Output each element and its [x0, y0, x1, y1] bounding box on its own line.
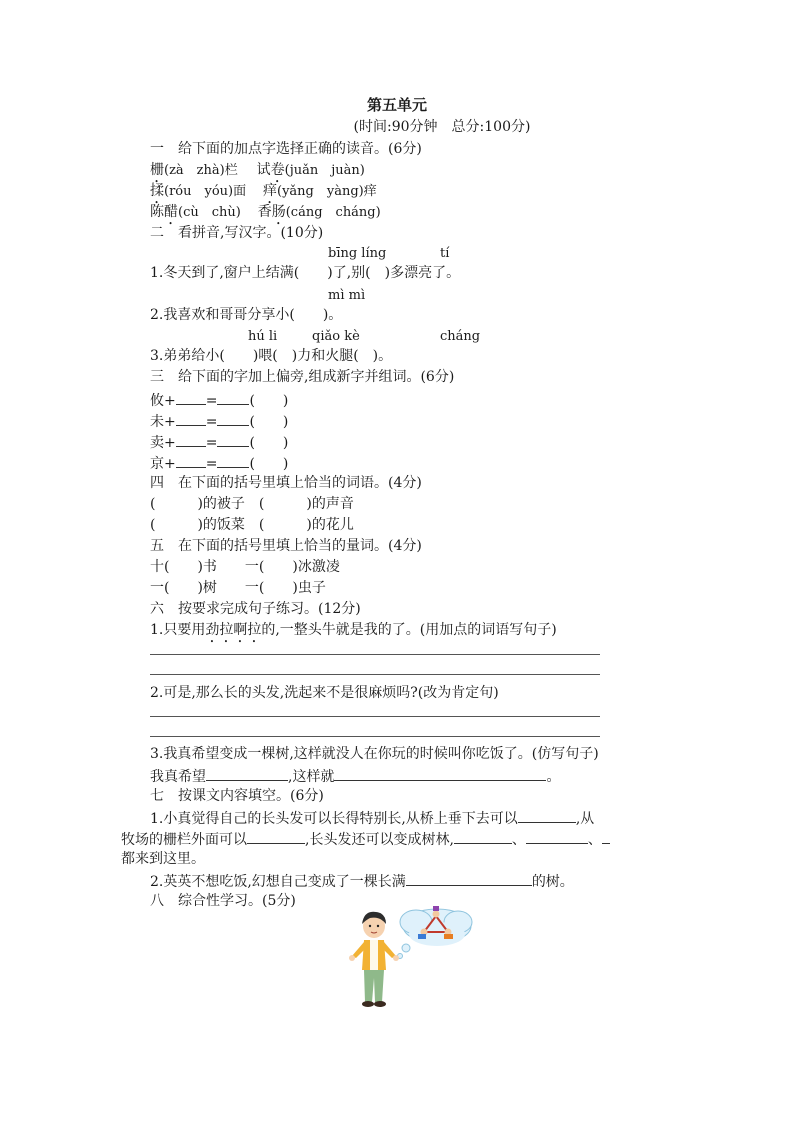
dotted-char: 揉 — [150, 183, 164, 199]
dotted-char: 肠 — [271, 204, 286, 220]
section-6-heading: 六 按要求完成句子练习。(12分) — [150, 601, 361, 617]
pinyin-hu-li: hú li — [248, 329, 278, 344]
s5-line-1: 十( )书 一( )冰激凌 — [150, 559, 340, 575]
blank[interactable] — [217, 411, 249, 426]
section-2-heading: 二 看拼音,写汉字。(10分) — [150, 225, 324, 241]
s6-imitation-line: 我真希望 ,这样就 。 — [150, 766, 560, 786]
s1-row-3: 陈醋(cù chù) 香肠(cáng cháng) — [150, 204, 381, 220]
blank[interactable] — [176, 390, 206, 405]
blank[interactable] — [176, 453, 206, 468]
s3-item-2: 未+ = ( ) — [150, 411, 288, 431]
blank[interactable] — [217, 453, 249, 468]
s6-question-1: 1.只要用劲拉啊拉的,一整头牛就是我的了。(用加点的词语写句子) — [150, 622, 557, 638]
blank[interactable] — [454, 829, 512, 844]
thought-bubble-icon — [398, 906, 473, 959]
s6-question-3: 3.我真希望变成一棵树,这样就没人在你玩的时候叫你吃饭了。(仿写句子) — [150, 746, 599, 762]
pinyin-mi-mi: mì mì — [328, 288, 366, 303]
boy-daydream-illustration — [340, 898, 480, 1016]
s3-item-1: 攸+ = ( ) — [150, 390, 288, 410]
blank[interactable] — [217, 432, 249, 447]
s4-line-1: ( )的被子 ( )的声音 — [150, 496, 354, 512]
dotted-phrase: 劲拉啊拉 — [205, 622, 262, 638]
answer-line[interactable] — [150, 736, 600, 737]
s1-row-2: 揉(róu yóu)面 痒(yǎng yàng)痒 — [150, 183, 377, 199]
blank[interactable] — [334, 766, 546, 781]
s1-row-1: 栅(zà zhà)栏 试卷(juǎn juàn) — [150, 162, 365, 178]
pinyin-chang: cháng — [440, 329, 481, 344]
pinyin-qiao-ke: qiǎo kè — [312, 329, 360, 344]
s4-line-2: ( )的饭菜 ( )的花儿 — [150, 517, 354, 533]
s7-para-2: 2.英英不想吃饭,幻想自己变成了一棵长满 的树。 — [150, 871, 574, 891]
page-subtitle: (时间:90分钟 总分:100分) — [353, 119, 531, 135]
s7-para-1-line-1: 1.小真觉得自己的长头发可以长得特别长,从桥上垂下去可以 ,从 — [150, 808, 594, 828]
blank[interactable] — [518, 808, 576, 823]
blank[interactable] — [206, 766, 288, 781]
blank[interactable] — [247, 829, 305, 844]
section-8-heading: 八 综合性学习。(5分) — [150, 893, 296, 909]
section-1-heading: 一 给下面的加点字选择正确的读音。(6分) — [150, 141, 422, 157]
section-3-heading: 三 给下面的字加上偏旁,组成新字并组词。(6分) — [150, 369, 455, 385]
blank[interactable] — [176, 411, 206, 426]
s5-line-2: 一( )树 一( )虫子 — [150, 580, 326, 596]
dotted-char: 痒 — [263, 183, 278, 199]
answer-line[interactable] — [150, 654, 600, 655]
dotted-char: 卷 — [270, 162, 285, 178]
s3-item-4: 京+ = ( ) — [150, 453, 288, 473]
section-4-heading: 四 在下面的括号里填上恰当的词语。(4分) — [150, 475, 422, 491]
s3-item-3: 卖+ = ( ) — [150, 432, 288, 452]
s6-question-2: 2.可是,那么长的头发,洗起来不是很麻烦吗?(改为肯定句) — [150, 685, 499, 701]
blank[interactable] — [602, 829, 610, 844]
s7-para-1-line-3: 都来到这里。 — [121, 851, 205, 867]
blank[interactable] — [176, 432, 206, 447]
blank[interactable] — [526, 829, 588, 844]
dotted-char: 栅 — [150, 162, 164, 178]
s7-para-1-line-2: 牧场的栅栏外面可以 ,长头发还可以变成树林, 、 、 — [121, 829, 610, 849]
blank[interactable] — [406, 871, 532, 886]
answer-line[interactable] — [150, 674, 600, 675]
answer-line[interactable] — [150, 716, 600, 717]
section-7-heading: 七 按课文内容填空。(6分) — [150, 788, 324, 804]
pinyin-bing-ling: bīng líng — [328, 246, 387, 261]
page-title: 第五单元 — [366, 96, 427, 114]
dotted-char: 醋 — [164, 204, 178, 220]
pinyin-ti: tí — [440, 246, 450, 261]
s2-question-2: 2.我喜欢和哥哥分享小( )。 — [150, 307, 343, 323]
boy-icon — [349, 912, 399, 1007]
s2-question-1: 1.冬天到了,窗户上结满( )了,别( )多漂亮了。 — [150, 265, 461, 281]
s2-question-3: 3.弟弟给小( )喂( )力和火腿( )。 — [150, 348, 393, 364]
section-5-heading: 五 在下面的括号里填上恰当的量词。(4分) — [150, 538, 422, 554]
blank[interactable] — [217, 390, 249, 405]
